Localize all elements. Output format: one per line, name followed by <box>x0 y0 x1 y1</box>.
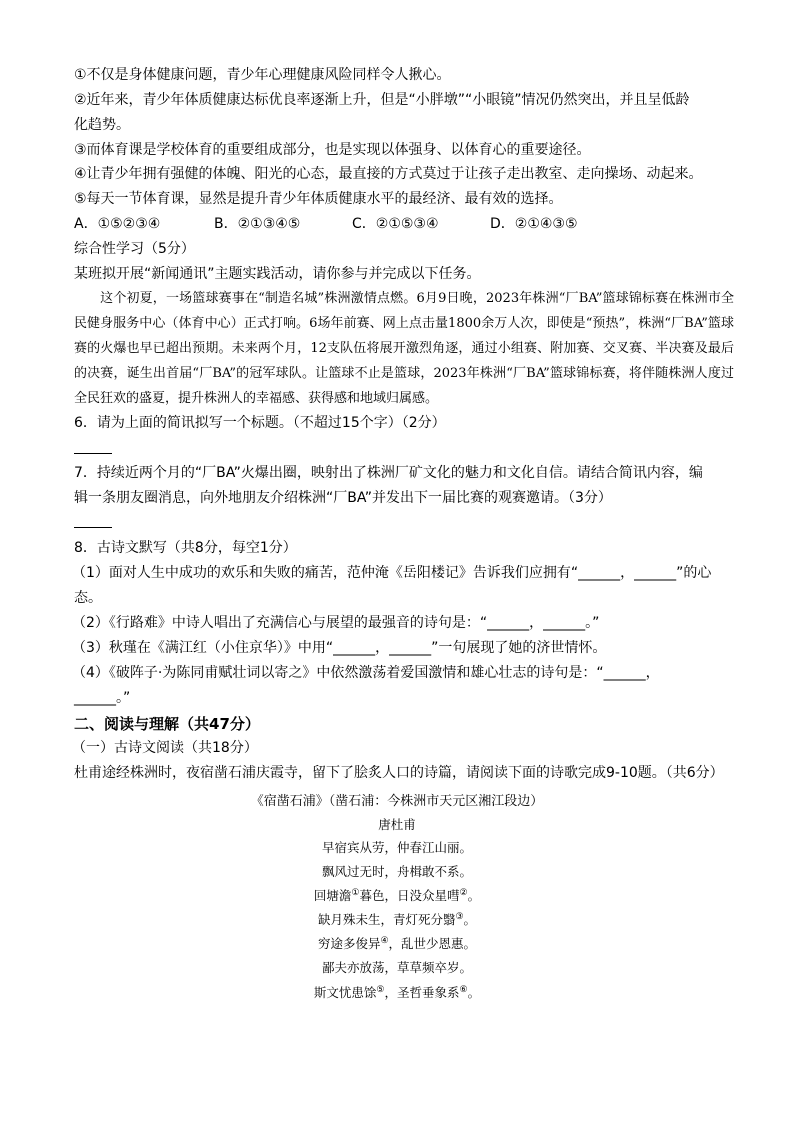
choice-b: B．②①③④⑤ <box>214 216 301 232</box>
activity-intro: 某班拟开展“新闻通讯”主题实践活动，请你参与并完成以下任务。 <box>74 266 481 282</box>
poem-author: 唐杜甫 <box>378 817 416 832</box>
poem-line-5 <box>0 934 794 952</box>
footnote-1-marker: ① <box>351 887 360 898</box>
question-8-2: （2）《行路难》中诗人唱出了充满信心与展望的最强音的诗句是：“______，______。” <box>72 615 600 631</box>
poem-line-6 <box>0 958 794 976</box>
poem-line-3-text: 回塘澹 <box>313 888 352 903</box>
footnote-5-marker: ⑤ <box>376 984 385 995</box>
question-6: 6．请为上面的简讯拟写一个标题。（不超过15个字）（2分） <box>74 415 446 431</box>
footnote-2-marker: ② <box>459 887 468 898</box>
poem-line-1 <box>0 838 794 856</box>
footnote-4-marker: ④ <box>380 935 389 946</box>
question-7-line1: 7．持续近两个月的“厂BA”火爆出圈，映射出了株洲厂矿文化的魅力和文化自信。请结合简讯内容，编 <box>74 465 703 481</box>
news-paragraph <box>74 286 734 411</box>
answer-line-6 <box>74 453 112 454</box>
question-8-1: （1）面对人生中成功的欢乐和失败的痛苦，范仲淹《岳阳楼记》告诉我们应拥有“______，______”的心 <box>72 565 712 581</box>
option-3: ③而体育课是学校体育的重要组成部分，也是实现以体强身、以体育心的重要途径。 <box>74 142 591 158</box>
poem-title: 《宿凿石浦》（凿石浦：今株洲市天元区湘江段边） <box>250 794 544 809</box>
answer-line-7 <box>74 527 112 528</box>
footnote-6-marker: ⑥ <box>459 984 468 995</box>
question-8-4: （4）《破阵子·为陈同甫赋壮词以寄之》中依然激荡着爱国激情和雄心壮志的诗句是：“______， <box>72 665 660 681</box>
poem-line-7-end: 。 <box>467 985 481 1000</box>
poem-line-6-text: 鄙夫亦放荡，草草频卒岁。 <box>321 960 472 975</box>
section-two-heading: 二、阅读与理解（共47分） <box>74 715 260 733</box>
poem-line-1-text: 早宿宾从劳，仲春江山丽。 <box>321 840 472 855</box>
option-1: ①不仅是身体健康问题，青少年心理健康风险同样令人揪心。 <box>74 67 451 83</box>
section-comprehensive: 综合性学习（5分） <box>74 241 195 257</box>
choice-c: C．②①⑤③④ <box>352 216 439 232</box>
option-4: ④让青少年拥有强健的体魄、阳光的心态，最直接的方式莫过于让孩子走出教室、走向操场、动起来。 <box>74 166 703 182</box>
question-7-line2: 辑一条朋友圈消息，向外地朋友介绍株洲“厂BA”并发出下一届比赛的观赛邀请。（3分） <box>74 490 612 506</box>
poem-line-5-text: 穷途多俊异 <box>317 936 381 951</box>
question-8: 8．古诗文默写（共8分，每空1分） <box>74 540 297 556</box>
poem-line-4-text: 缺月殊未生，青灯死分翳 <box>317 912 456 927</box>
question-8-1-cont: 态。 <box>74 590 102 606</box>
footnote-3-marker: ③ <box>455 911 464 922</box>
poem-line-4 <box>0 910 794 928</box>
question-8-4-cont: ______。” <box>74 690 131 706</box>
choice-a: A．①⑤②③④ <box>74 216 161 232</box>
section-classical: （一）古诗文阅读（共18分） <box>72 740 258 756</box>
option-5: ⑤每天一节体育课，显然是提升青少年体质健康水平的最经济、最有效的选择。 <box>74 191 563 207</box>
poem-intro: 杜甫途经株洲时，夜宿凿石浦庆霞寺，留下了脍炙人口的诗篇，请阅读下面的诗歌完成9-10题。（共6分） <box>74 765 724 781</box>
poem-line-3-end: 。 <box>467 888 481 903</box>
option-2: ②近年来，青少年体质健康达标优良率逐渐上升，但是“小胖墩”“小眼镜”情况仍然突出，并且呈低龄 <box>74 92 690 108</box>
poem-line-2-text: 飘风过无时，舟楫敢不系。 <box>321 864 472 879</box>
poem-line-7-rest: ，圣哲垂象系 <box>384 985 460 1000</box>
poem-line-7-text: 斯文忧患馀 <box>313 985 377 1000</box>
news-paragraph-text: 这个初夏，一场篮球赛事在“制造名城”株洲激情点燃。6月9日晚，2023年株洲“厂BA”篮球锦标赛在株洲市全民健身服务中心（体育中心）正式打响。6场年前赛、网上点击量1800余万人次，即使是“预热”，株洲“厂BA”篮球赛的火爆也早已超出预期。未来两个月，12支队伍将展开激烈角逐，通过小组赛、附加赛、交叉赛、半决赛及最后的决赛，诞生出首届“厂BA”的冠军球队。让篮球不止是篮球，2023年株洲“厂BA”篮球锦标赛，将伴随株洲人度过全民狂欢的盛夏，提升株洲人的幸福感、获得感和地域归属感。 <box>74 291 734 406</box>
option-2-cont: 化趋势。 <box>74 117 130 133</box>
poem-line-3-rest: 暮色，日没众星嘒 <box>359 888 460 903</box>
poem-line-4-rest: 。 <box>463 912 477 927</box>
poem-line-5-rest: ，乱世少恩惠。 <box>388 936 477 951</box>
poem-line-7 <box>0 983 794 1001</box>
choice-d: D．②①④③⑤ <box>490 216 578 232</box>
poem-line-2 <box>0 862 794 880</box>
question-8-3: （3）秋瑾在《满江红（小住京华）》中用“______，______”一句展现了她的济世情怀。 <box>72 640 607 656</box>
poem-line-3 <box>0 886 794 904</box>
